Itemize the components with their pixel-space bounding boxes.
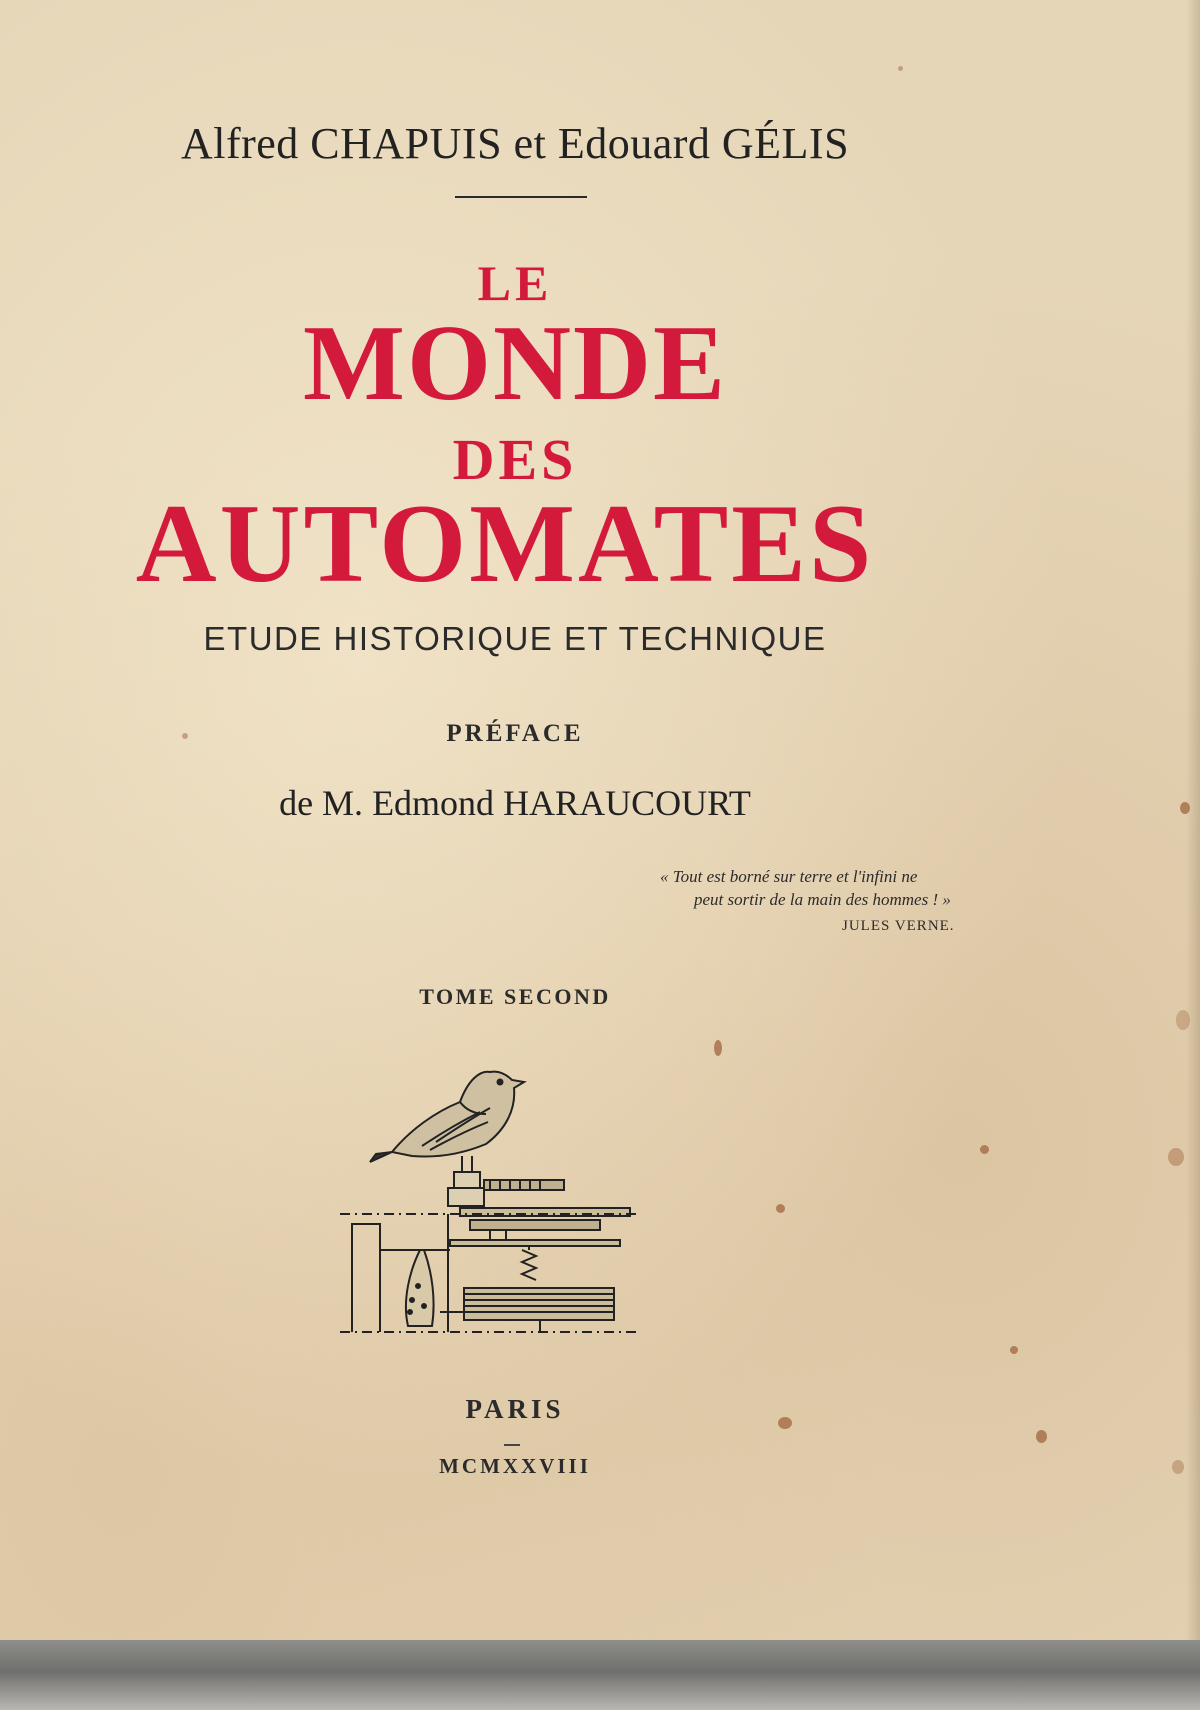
imprint-city: PARIS: [465, 1394, 565, 1424]
authors-line: [0, 118, 1030, 169]
foxing-spot: [1036, 1430, 1047, 1443]
title-line-2: MONDE: [303, 304, 727, 423]
preface-label: PRÉFACE: [446, 720, 584, 747]
title-line-3: DES: [452, 427, 578, 492]
imprint-year: MCMXXVIII: [439, 1454, 591, 1478]
bird-automaton-illustration: [340, 1050, 680, 1340]
author-2-given-name: Edouard: [557, 119, 711, 168]
authors-conjunction: et: [513, 119, 547, 168]
preface-author-line: [0, 782, 1030, 824]
imprint-dash: [504, 1444, 520, 1446]
preface-family-name: HARAUCOURT: [503, 783, 751, 823]
page-edge-shadow: [1186, 0, 1200, 1640]
epigraph-quote: [660, 866, 1060, 912]
foxing-spot: [980, 1145, 989, 1154]
title-line-4: AUTOMATES: [135, 482, 875, 606]
preface-given-name: Edmond: [372, 783, 495, 823]
foxing-spot: [1010, 1346, 1018, 1354]
foxing-spot: [1168, 1148, 1184, 1166]
foxing-spot: [1172, 1460, 1184, 1474]
title-divider-rule: [455, 196, 587, 198]
epigraph-author: JULES VERNE.: [842, 918, 955, 934]
epigraph-line-1: « Tout est borné sur terre et l'infini ne: [660, 867, 918, 886]
scanner-background-strip: [0, 1640, 1200, 1710]
volume-label: TOME SECOND: [419, 984, 611, 1009]
author-2-family-name: GÉLIS: [721, 119, 850, 168]
foxing-spot: [714, 1040, 722, 1056]
subtitle: ETUDE HISTORIQUE ET TECHNIQUE: [203, 620, 827, 657]
title-line-1: LE: [477, 255, 553, 311]
foxing-spot: [776, 1204, 785, 1213]
foxing-spot: [898, 66, 903, 71]
preface-prefix: de M.: [279, 783, 364, 823]
author-1-family-name: CHAPUIS: [310, 119, 503, 168]
author-1-given-name: Alfred: [180, 119, 299, 168]
epigraph-line-2: peut sortir de la main des hommes ! »: [694, 889, 951, 909]
